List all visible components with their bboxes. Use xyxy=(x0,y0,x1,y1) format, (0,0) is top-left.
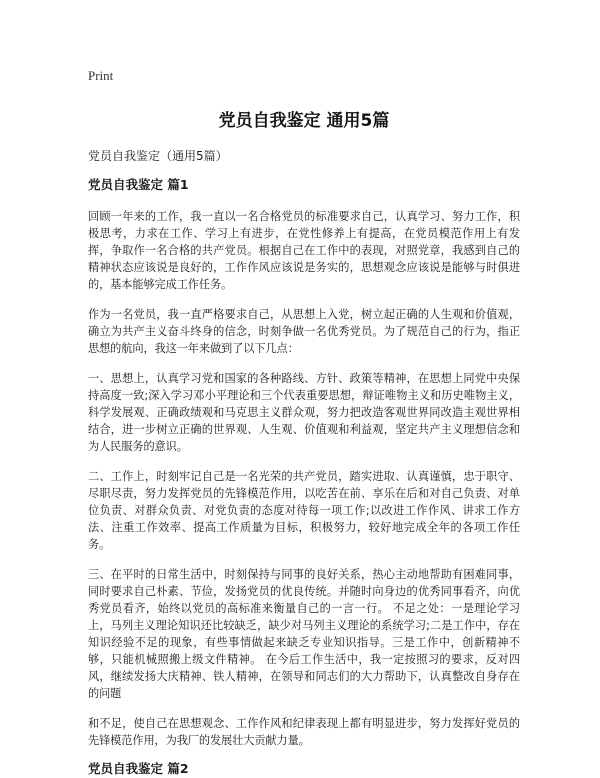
paragraph: 三、在平时的日常生活中，时刻保持与同事的良好关系，热心主动地帮助有困难同事，同时要求自己朴素、节俭，发扬党员的优良传统。并随时向身边的优秀同事看齐，向优秀党员看齐，始终以党员的高标准来衡量自己的一言一行。 不足之处：一是理论学习上，马列主义理论知识还比较缺乏，缺少对马列主义理论的系统学习;二是工作中，存在知识经验不足的现象，有些事情做起来缺乏专业知识指导。三是工作中，创新精神不够，只能机械照搬上级文件精神。 在今后工作生活中，我一定按照习的要求，反对四风，继续发扬大庆精神、铁人精神，在领导和同志们的大力帮助下，认真整改自身存在的问题 xyxy=(88,568,520,700)
paragraph: 回顾一年来的工作，我一直以一名合格党员的标准要求自己，认真学习、努力工作，积极思考，力求在工作、学习上有进步，在党性修养上有提高，在党员模范作用上有发挥，争取作一名合格的共产党员。根据自己在工作中的表现，对照党章，我感到自己的精神状态应该说是良好的，工作作风应该说是务实的，思想观念应该说是能够与时俱进的，基本能够完成工作任务。 xyxy=(88,210,520,291)
section-heading-1: 党员自我鉴定 篇1 xyxy=(88,177,189,192)
section-heading-2: 党员自我鉴定 篇2 xyxy=(88,761,189,776)
document-title: 党员自我鉴定 通用5篇 xyxy=(218,111,390,131)
paragraph: 一、思想上，认真学习党和国家的各种路线、方针、政策等精神，在思想上同党中央保持高度一致;深入学习邓小平理论和三个代表重要思想，辩证唯物主义和历史唯物主义，科学发展观、正确政绩观和马克思主义群众观，努力把改造客观世界同改造主观世界相结合，进一步树立正确的世界观、人生观、价值观和利益观，坚定共产主义理想信念和为人民服务的意识。 xyxy=(88,372,520,453)
paragraph: 二、工作上，时刻牢记自己是一名光荣的共产党员，踏实进取、认真谨慎，忠于职守、尽职尽责，努力发挥党员的先锋模范作用，以吃苦在前、享乐在后和对自己负责、对单位负责、对群众负责、对党负责的态度对待每一项工作;以改进工作作风、讲求工作方法、注重工作效率、提高工作质量为目标，积极努力，较好地完成全年的各项工作任务。 xyxy=(88,470,520,551)
document-subtitle: 党员自我鉴定（通用5篇） xyxy=(88,149,228,163)
print-label: Print xyxy=(88,68,114,83)
paragraph: 和不足，使自己在思想观念、工作作风和纪律表现上都有明显进步，努力发挥好党员的先锋模范作用，为我厂的发展壮大贡献力量。 xyxy=(88,717,520,747)
paragraph: 作为一名党员，我一直严格要求自己，从思想上入党，树立起正确的人生观和价值观，确立为共产主义奋斗终身的信念，时刻争做一名优秀党员。为了规范自己的行为，指正思想的航向，我这一年来做到了以下几点： xyxy=(88,308,520,355)
document-page xyxy=(88,68,520,778)
